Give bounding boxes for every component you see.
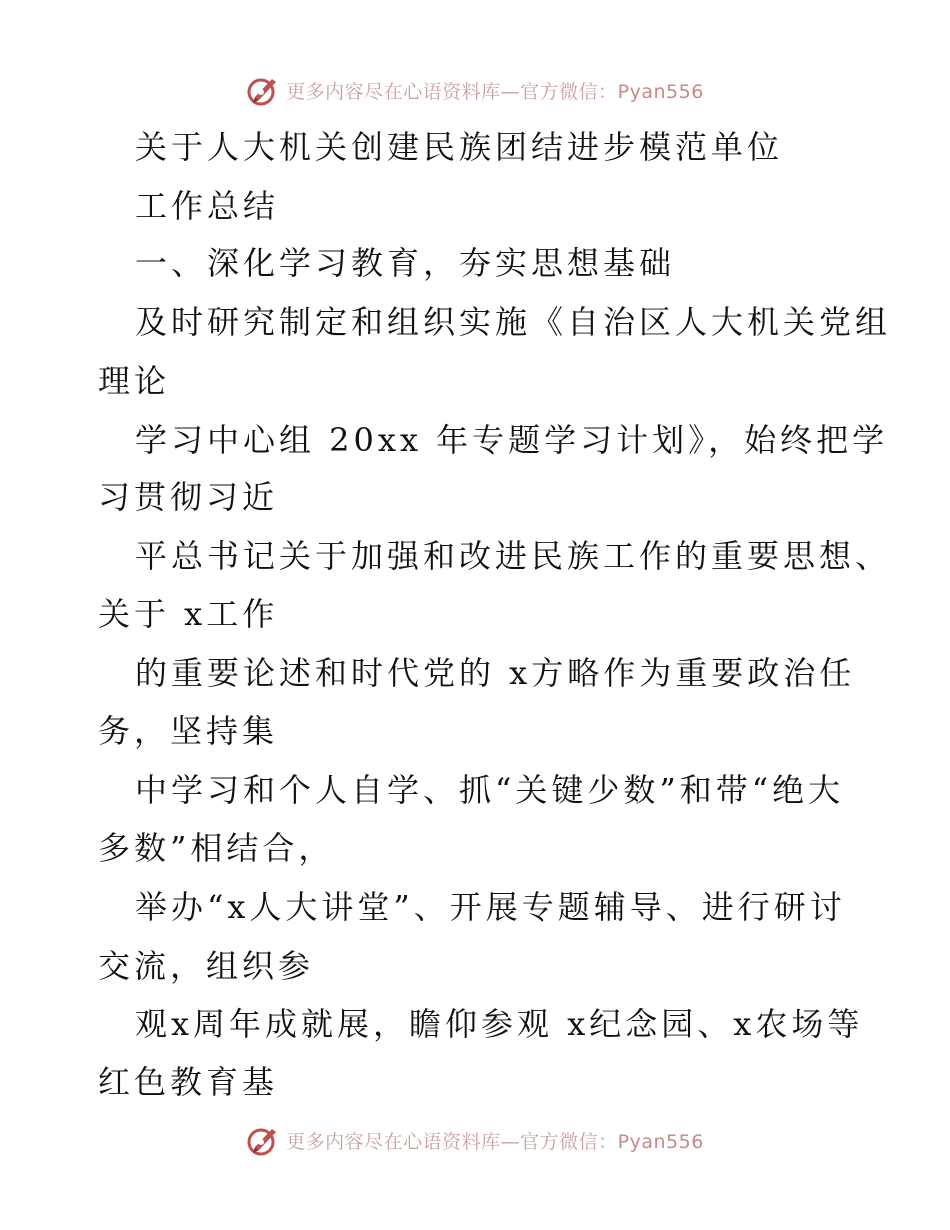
paragraph-line: 观x周年成就展，瞻仰参观 x纪念园、x农场等 [135,1005,864,1043]
paragraph-line: 红色教育基 [98,1063,279,1101]
paragraph-line: 关于 x工作 [98,595,279,633]
footer-watermark [0,1120,950,1160]
paragraph-line: 务，坚持集 [98,712,279,750]
paragraph-line: 举办“x人大讲堂”、开展专题辅导、进行研讨 [135,888,846,926]
paragraph-line: 学习中心组 20xx 年专题学习计划》，始终把学 [135,421,889,459]
section-heading: 一、深化学习教育，夯实思想基础 [135,244,676,282]
paragraph-line: 中学习和个人自学、抓“关键少数”和带“绝大 [135,771,845,809]
title-line-2: 工作总结 [135,187,280,225]
paragraph-line: 多数”相结合， [98,829,335,867]
pen-logo-icon [246,1123,280,1157]
watermark-id: Pyan556 [617,80,704,103]
paragraph-line: 及时研究制定和组织实施《自治区人大机关党组 [135,303,892,341]
title-line-1: 关于人大机关创建民族团结进步模范单位 [135,128,784,166]
paragraph-line: 理论 [98,362,171,400]
paragraph-line: 的重要论述和时代党的 x方略作为重要政治任 [135,654,856,692]
paragraph-line: 交流，组织参 [98,947,315,985]
paragraph-line: 平总书记关于加强和改进民族工作的重要思想、 [135,537,892,575]
watermark-text: 更多内容尽在心语资料库—官方微信： [286,1130,618,1153]
watermark-text: 更多内容尽在心语资料库—官方微信： [286,80,618,103]
watermark-id: Pyan556 [617,1130,704,1153]
paragraph-line: 习贯彻习近 [98,478,279,516]
